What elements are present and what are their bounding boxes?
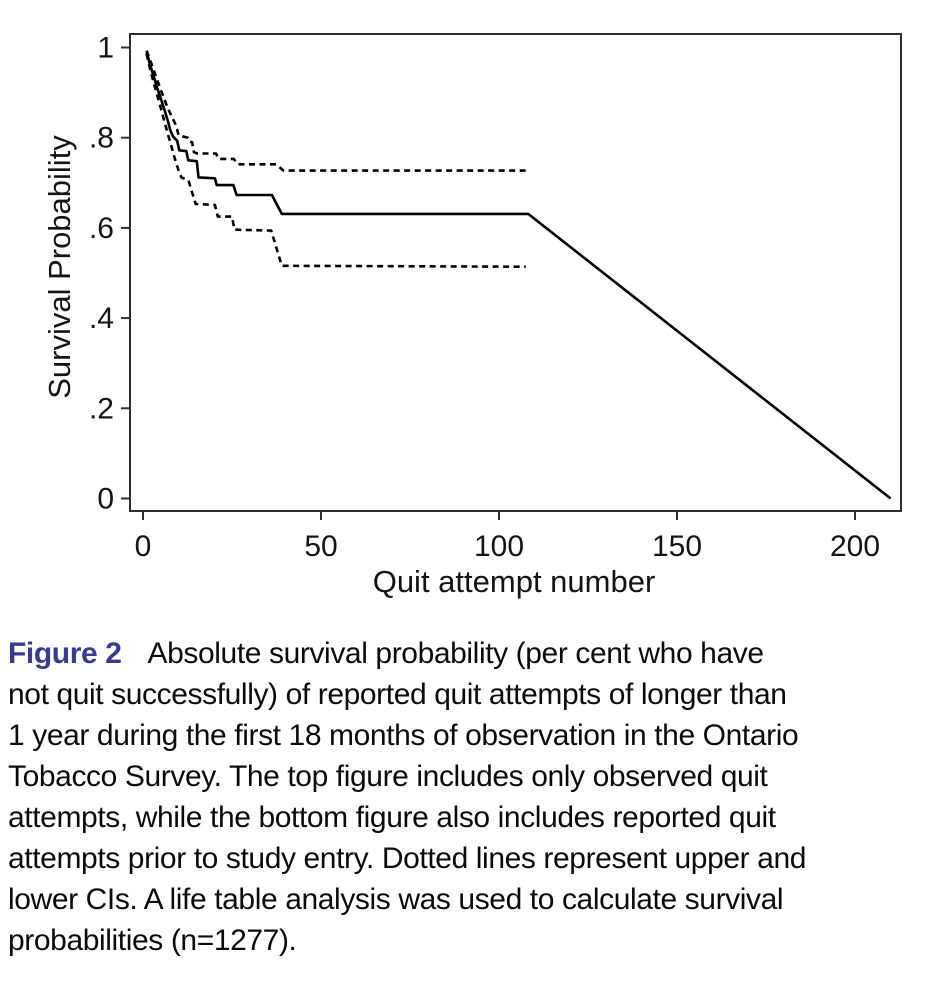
series-lower_ci xyxy=(147,54,526,267)
caption-line: attempts, while the bottom figure also includes reported quit xyxy=(8,801,776,834)
x-tick-label: 0 xyxy=(134,530,152,563)
series-upper_ci xyxy=(147,51,528,171)
y-axis-title: Survival Probability xyxy=(42,135,77,399)
y-tick-label: .4 xyxy=(88,302,114,336)
series-survival xyxy=(147,52,891,499)
y-tick-label: .6 xyxy=(88,211,114,245)
caption-line: lower CIs. A life table analysis was used to calculate survival xyxy=(8,883,784,916)
x-axis-title: Quit attempt number xyxy=(372,564,656,599)
figure-caption xyxy=(8,633,944,961)
caption-line: 1 year during the first 18 months of observation in the Ontario xyxy=(8,719,799,752)
x-tick-label: 150 xyxy=(651,530,703,563)
caption-line: probabilities (n=1277). xyxy=(8,924,297,957)
y-tick-label: 1 xyxy=(97,31,114,65)
y-tick-label: .8 xyxy=(88,121,114,155)
x-tick-label: 50 xyxy=(304,530,338,563)
caption-line xyxy=(8,633,944,674)
x-tick-label: 200 xyxy=(829,530,881,563)
caption-line: Tobacco Survey. The top figure includes only observed quit xyxy=(8,760,768,793)
caption-line: not quit successfully) of reported quit attempts of longer than xyxy=(8,678,787,711)
caption-text: Absolute survival probability (per cent who have xyxy=(147,637,764,670)
x-tick-label: 100 xyxy=(473,530,525,563)
y-tick-label: .2 xyxy=(88,392,114,426)
plot-frame xyxy=(130,34,901,511)
figure-number-label: Figure 2 xyxy=(8,637,122,670)
y-tick-label: 0 xyxy=(97,482,114,516)
caption-line: attempts prior to study entry. Dotted lines represent upper and xyxy=(8,842,807,875)
